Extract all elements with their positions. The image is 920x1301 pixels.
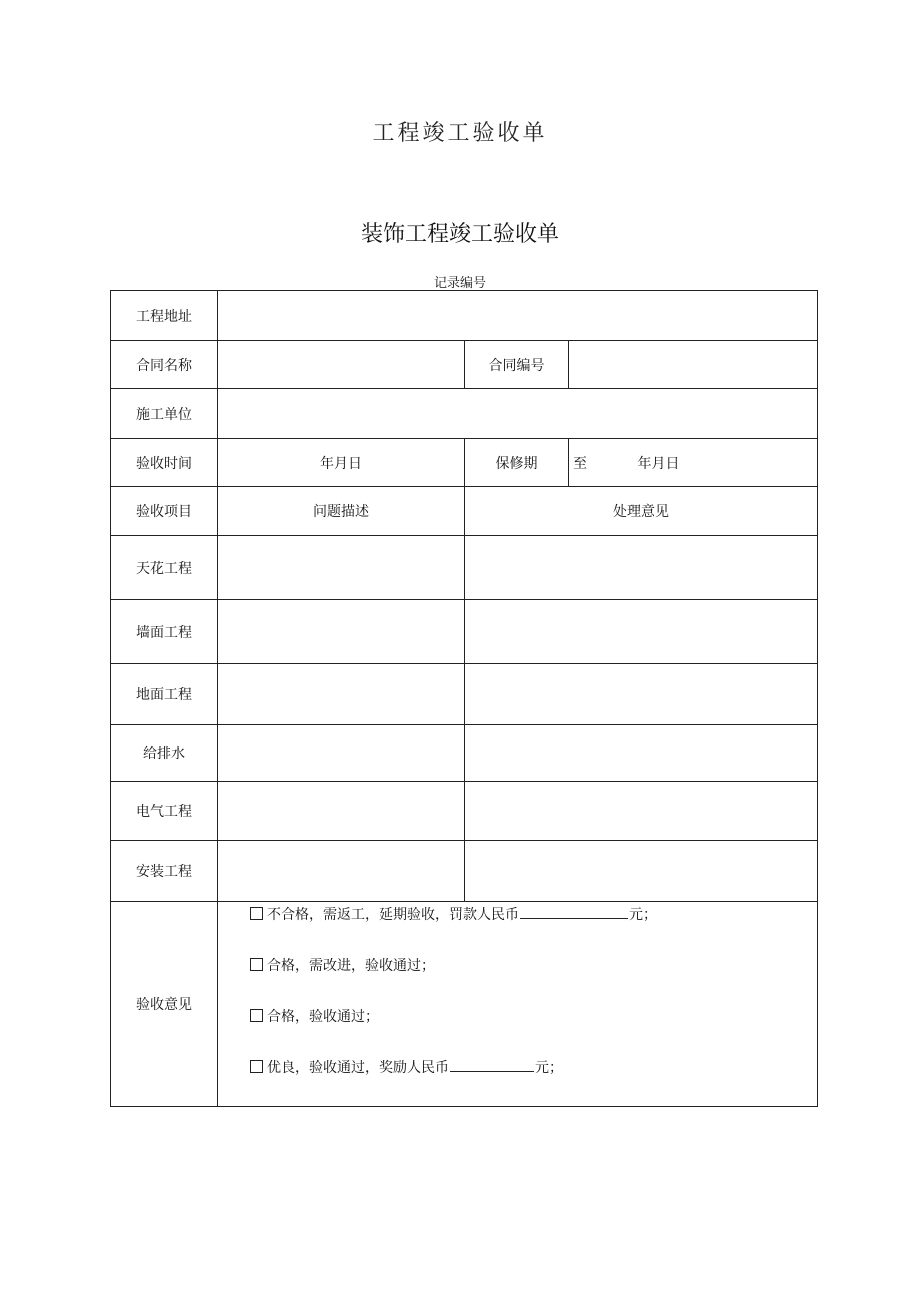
option-pass-text: 合格，验收通过； [267, 1009, 379, 1025]
handling-field[interactable] [465, 782, 818, 841]
reward-amount-blank[interactable] [450, 1057, 534, 1072]
table-row [111, 902, 818, 1107]
record-number-label: 记录编号 [433, 276, 486, 291]
table-row [111, 487, 818, 536]
accept-time-label: 验收时间 [111, 439, 218, 487]
table-row [111, 782, 818, 841]
warranty-to-text: 至 [573, 455, 587, 472]
accept-time-field[interactable]: 年月日 [218, 439, 465, 487]
table-row [111, 389, 818, 439]
address-label: 工程地址 [111, 291, 218, 341]
handling-field[interactable] [465, 841, 818, 902]
opinion-label: 验收意见 [111, 902, 218, 1107]
issue-field[interactable] [218, 600, 465, 664]
issue-field[interactable] [218, 782, 465, 841]
document-title: 工程竣工验收单 [372, 121, 548, 146]
issue-field[interactable] [218, 725, 465, 782]
builder-field[interactable] [218, 389, 818, 439]
issue-field[interactable] [218, 664, 465, 725]
contract-number-label: 合同编号 [465, 341, 569, 389]
issue-field[interactable] [218, 841, 465, 902]
handling-header: 处理意见 [465, 487, 818, 536]
option-fail [218, 902, 817, 953]
item-header: 验收项目 [111, 487, 218, 536]
warranty-label: 保修期 [465, 439, 569, 487]
option-excellent-text: 优良，验收通过，奖励人民币 [267, 1060, 449, 1076]
checkbox[interactable] [250, 1060, 263, 1073]
opinion-options [218, 902, 818, 1107]
address-field[interactable] [218, 291, 818, 341]
handling-field[interactable] [465, 536, 818, 600]
table-row [111, 536, 818, 600]
acceptance-form-table [110, 290, 818, 1107]
issue-header: 问题描述 [218, 487, 465, 536]
table-row [111, 841, 818, 902]
option-excellent [218, 1055, 817, 1106]
checkbox[interactable] [250, 907, 263, 920]
item-label-floor: 地面工程 [111, 664, 218, 725]
form-title: 装饰工程竣工验收单 [360, 222, 559, 247]
handling-field[interactable] [465, 600, 818, 664]
table-row [111, 291, 818, 341]
checkbox[interactable] [250, 958, 263, 971]
option-fail-text: 不合格，需返工，延期验收，罚款人民币 [267, 907, 519, 923]
contract-name-label: 合同名称 [111, 341, 218, 389]
table-row [111, 664, 818, 725]
item-label-wall: 墙面工程 [111, 600, 218, 664]
item-label-plumbing: 给排水 [111, 725, 218, 782]
option-pass-improve [218, 953, 817, 1004]
option-fail-suffix: 元； [629, 907, 657, 923]
penalty-amount-blank[interactable] [520, 904, 628, 919]
table-row [111, 341, 818, 389]
option-pass-improve-text: 合格，需改进，验收通过； [267, 958, 435, 974]
checkbox[interactable] [250, 1009, 263, 1022]
issue-field[interactable] [218, 536, 465, 600]
option-pass [218, 1004, 817, 1055]
item-label-ceiling: 天花工程 [111, 536, 218, 600]
table-row [111, 725, 818, 782]
item-label-installation: 安装工程 [111, 841, 218, 902]
table-row [111, 600, 818, 664]
handling-field[interactable] [465, 725, 818, 782]
builder-label: 施工单位 [111, 389, 218, 439]
table-row [111, 439, 818, 487]
item-label-electrical: 电气工程 [111, 782, 218, 841]
contract-number-field[interactable] [569, 341, 818, 389]
contract-name-field[interactable] [218, 341, 465, 389]
warranty-field[interactable] [569, 439, 818, 487]
warranty-date-text: 年月日 [637, 455, 680, 472]
handling-field[interactable] [465, 664, 818, 725]
option-excellent-suffix: 元； [535, 1060, 563, 1076]
